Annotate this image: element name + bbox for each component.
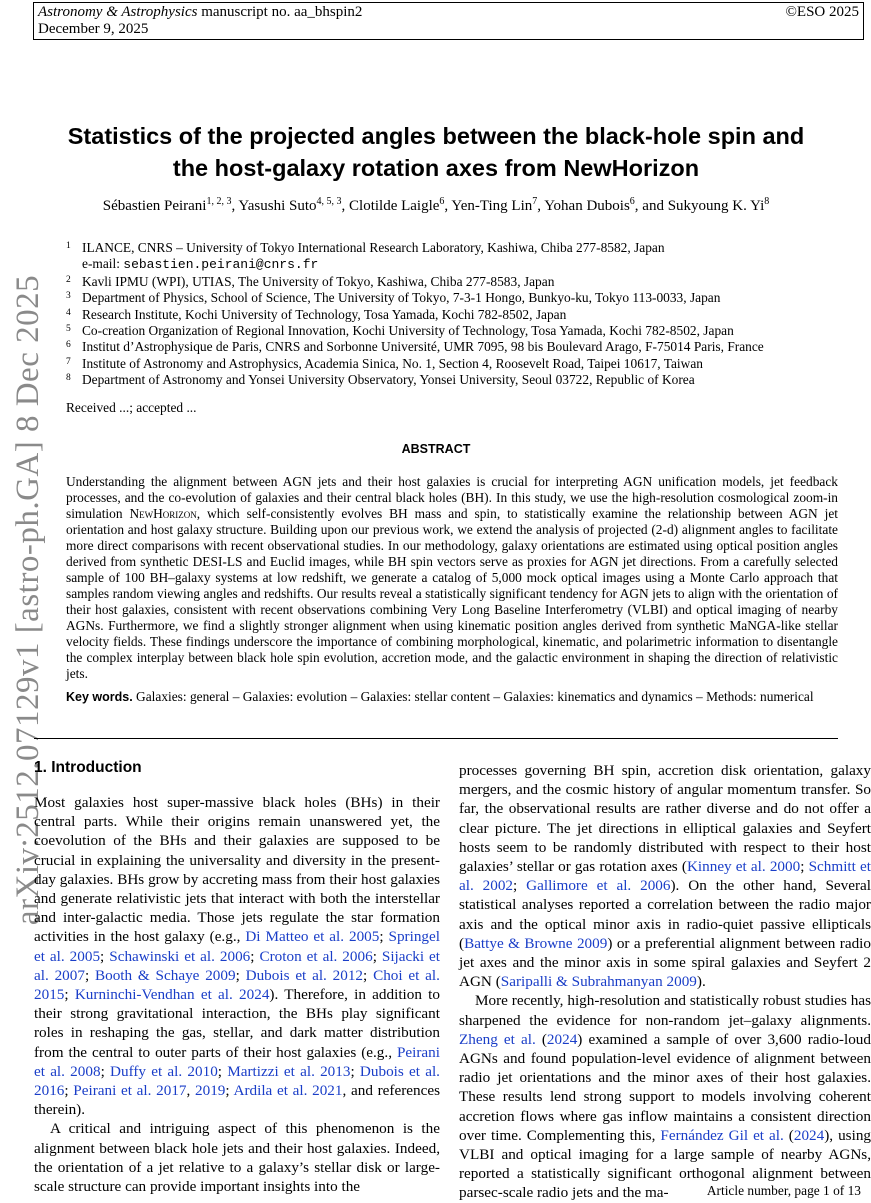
page-footer: Article number, page 1 of 13 xyxy=(706,1183,861,1198)
citation-link[interactable]: Fernández Gil et al. xyxy=(660,1126,784,1144)
citation-link[interactable]: 2024 xyxy=(546,1030,578,1048)
section-divider xyxy=(34,738,838,739)
citation-link[interactable]: Di Matteo et al. 2005 xyxy=(245,928,380,946)
citation-link[interactable]: Croton et al. 2006 xyxy=(259,947,373,965)
citation-link[interactable]: Peirani et al. 2008 xyxy=(34,1043,440,1080)
keywords-text: Galaxies: general – Galaxies: evolution – Galaxies: stellar content – Galaxies: kinematics and dynamics – Methods: numerical xyxy=(136,689,814,704)
citation-link[interactable]: Schawinski et al. 2006 xyxy=(109,947,251,965)
citation-link[interactable]: Gallimore et al. 2006 xyxy=(526,877,671,895)
author: Yohan Dubois$^6$, and xyxy=(544,196,668,214)
intro-paragraph-2: A critical and intriguing aspect of this phenomenon is the alignment between black hole jets and their host galaxies. Indeed, the orientation of a jet relative to a galaxy’s stellar disk or large-scale structure can provide important insights into the xyxy=(34,1120,440,1196)
citation-link[interactable]: Springel et al. 2005 xyxy=(34,928,440,965)
citation-link[interactable]: 2024 xyxy=(793,1126,825,1144)
citation-link[interactable]: Dubois et al. 2016 xyxy=(34,1062,440,1100)
title-line-2: the host-galaxy rotation axes from NewHorizon xyxy=(172,155,700,181)
affiliation-item: 2 Kavli IPMU (WPI), UTIAS, The University of Tokyo, Kashiwa, Chiba 277-8583, Japan xyxy=(66,273,555,289)
affiliation-item: 8 Department of Astronomy and Yonsei University Observatory, Yonsei University, Seoul 03722, Republic of Korea xyxy=(66,372,695,388)
affiliation-item: 6 Institut d’Astrophysique de Paris, CNRS and Sorbonne Université, UMR 7095, 98 bis Boulevard Arago, F-75014 Paris, France xyxy=(66,339,764,355)
header-date: December 9, 2025 xyxy=(38,21,149,37)
abstract-text: Understanding the alignment between AGN jets and their host galaxies is crucial for interpreting AGN unification models, jet feedback processes, and the co-evolution of galaxies and their central black holes (BH). In this study, we use the high-resolution cosmological zoom-in simulation NewHorizon, which self-consistently evolves BH mass and spin, to statistically examine the relationship between AGN jet orientation and host galaxy structure. Building upon our previous work, we extend the analysis of projected (2-d) alignment angles to facilitate more direct comparisons with recent observational studies. In our methodology, galaxy orientations are estimated using optical position angles derived from synthetic DESI-LS and Euclid images, while BH spin vectors serve as proxies for AGN jet directions. From a carefully selected sample of 100 BH–galaxy systems at low redshift, we generate a catalog of 5,000 mock optical images using a Monte Carlo approach that samples random viewing angles and redshifts. Our results reveal a statistically significant tendency for AGN jets to align with the orientation of their host galaxies, consistent with recent observations combining Very Long Baseline Interferometry (VLBI) and optical imaging of nearby AGNs. Furthermore, we find a slightly stronger alignment when using kinematic position angles derived from synthetic MaNGA-like stellar velocity fields. These findings underscore the importance of combining morphological, kinematic, and polarimetric information to disentangle the complex interplay between black hole spin evolution, accretion mode, and the galactic environment in shaping the direction of relativistic jets. xyxy=(66,474,838,681)
author-list xyxy=(34,196,838,216)
citation-link[interactable]: Choi et al. 2015 xyxy=(34,966,440,1004)
keywords xyxy=(66,689,838,705)
citation-link[interactable]: 2019 xyxy=(195,1082,226,1100)
citation-link[interactable]: Kinney et al. 2000 xyxy=(686,858,801,876)
affiliation-item: 7 Institute of Astronomy and Astrophysics, Academia Sinica, No. 1, Section 4, Roosevelt Road, Taipei 10617, Taiwan xyxy=(66,355,703,371)
citation-link[interactable]: Schmitt et al. 2002 xyxy=(459,858,871,895)
citation-link[interactable]: Battye & Browne 2009 xyxy=(464,934,608,952)
citation-link[interactable]: Kurninchi-Vendhan et al. 2024 xyxy=(74,986,270,1004)
right-paragraph-2: More recently, high-resolution and statistically robust studies has sharpened the evidence for non-random jet–galaxy alignments. Zheng et al. (2024) examined a sample of over 3,600 radio-loud AGNs and found population-level evidence of alignment between radio jet orientations and the minor axes of their host galaxies. These results lend strong support to models involving coherent accretion flows where gas inflow maintains a consistent direction over time. Complementing this, Fernández Gil et al. (2024), using VLBI and optical imaging for a large sample of nearby AGNs, reported a statistically significant orthogonal alignment between parsec-scale radio jets and the ma- xyxy=(459,992,871,1202)
affiliation-email: e-mail: sebastien.peirani@cnrs.fr xyxy=(82,256,319,273)
header-box xyxy=(33,2,864,40)
affiliation-item: 3 Department of Physics, School of Science, The University of Tokyo, 7-3-1 Hongo, Bunkyo-ku, Tokyo 113-0033, Japan xyxy=(66,290,721,306)
citation-link[interactable]: Peirani et al. 2017 xyxy=(73,1082,187,1100)
citation-link[interactable]: Duffy et al. 2010 xyxy=(110,1062,218,1080)
affiliation-list xyxy=(66,240,846,389)
right-column xyxy=(459,761,871,1203)
section-title: 1. Introduction xyxy=(34,759,142,776)
email-link[interactable]: sebastien.peirani@cnrs.fr xyxy=(123,257,319,273)
simulation-name: NewHorizon xyxy=(129,506,197,521)
title-line-1: Statistics of the projected angles between the black-hole spin and xyxy=(67,123,805,149)
affiliation-item: 1 ILANCE, CNRS – University of Tokyo International Research Laboratory, Kashiwa, Chiba 277-8582, Japan xyxy=(66,240,665,255)
affiliation-item: 5 Co-creation Organization of Regional Innovation, Kochi University of Technology, Tosa Yamada, Kochi 782-8502, Japan xyxy=(66,323,734,339)
journal-name: Astronomy & Astrophysics xyxy=(38,4,198,20)
affiliation-item: 4 Research Institute, Kochi University of Technology, Tosa Yamada, Kochi 782-8502, Japan xyxy=(66,306,567,322)
left-column xyxy=(34,793,440,1196)
author: Sébastien Peirani$^{1, 2, 3}$, xyxy=(102,196,239,214)
received-line: Received ...; accepted ... xyxy=(66,400,197,415)
author: Yen-Ting Lin$^7$, xyxy=(451,196,545,214)
paper-title xyxy=(34,120,838,184)
citation-link[interactable]: Ardila et al. 2021 xyxy=(233,1082,343,1100)
right-paragraph-1: processes governing BH spin, accretion disk orientation, galaxy mergers, and the cosmic history of angular momentum transfer. So far, the observational results are rather diverse and do not offer a clear picture. The jet directions in elliptical galaxies and Seyfert hosts seem to be randomly distributed with respect to their host galaxies’ stellar or gas rotation axes (Kinney et al. 2000; Schmitt et al. 2002; Gallimore et al. 2006). On the other hand, Several statistical analyses reported a correlation between the radio major axis and the optical minor axis in radio-quiet passive ellipticals (Battye & Browne 2009) or a preferential alignment between radio jet axes and the minor axis in some spiral galaxies and Seyfert 2 AGN (Saripalli & Subrahmanyan 2009). xyxy=(459,762,871,991)
abstract-heading: ABSTRACT xyxy=(401,442,471,456)
intro-paragraph-1: Most galaxies host super-massive black holes (BHs) in their central parts. While their origins remain unanswered yet, the coevolution of the BHs and their galaxies are supposed to be crucial in explaining the universality and diversity in the present-day galaxies. BHs grow by accreting mass from their host galaxies and generate relativistic jets that interact with both the interstellar and inter-galactic media. Those jets regulate the star formation activities in the host galaxy (e.g., Di Matteo et al. 2005; Springel et al. 2005; Schawinski et al. 2006; Croton et al. 2006; Sijacki et al. 2007; Booth & Schaye 2009; Dubois et al. 2012; Choi et al. 2015; Kurninchi-Vendhan et al. 2024). Therefore, in addition to their strong gravitational interaction, the BHs play significant roles in reshaping the gas, stellar, and dark matter distribution from the central to outer parts of their host galaxies (e.g., Peirani et al. 2008; Duffy et al. 2010; Martizzi et al. 2013; Dubois et al. 2016; Peirani et al. 2017, 2019; Ardila et al. 2021, and references therein). xyxy=(34,794,441,1119)
author: Yasushi Suto$^{4, 5, 3}$, xyxy=(238,196,350,214)
citation-link[interactable]: Martizzi et al. 2013 xyxy=(227,1062,351,1080)
author: Clotilde Laigle$^6$, xyxy=(349,196,452,214)
keywords-label: Key words. xyxy=(66,690,133,704)
manuscript-id: manuscript no. aa_bhspin2 xyxy=(201,4,363,20)
citation-link[interactable]: Saripalli & Subrahmanyan 2009 xyxy=(500,973,697,991)
copyright: ©ESO 2025 xyxy=(785,4,859,20)
citation-link[interactable]: Dubois et al. 2012 xyxy=(245,966,364,984)
author: Sukyoung K. Yi$^8$ xyxy=(667,196,770,214)
citation-link[interactable]: Sijacki et al. 2007 xyxy=(34,947,441,984)
citation-link[interactable]: Booth & Schaye 2009 xyxy=(94,966,236,984)
citation-link[interactable]: Zheng et al. xyxy=(459,1030,536,1048)
arxiv-stamp: arXiv:2512.07129v1 [astro-ph.GA] 8 Dec 2025 xyxy=(10,274,46,926)
header-left xyxy=(38,4,362,38)
